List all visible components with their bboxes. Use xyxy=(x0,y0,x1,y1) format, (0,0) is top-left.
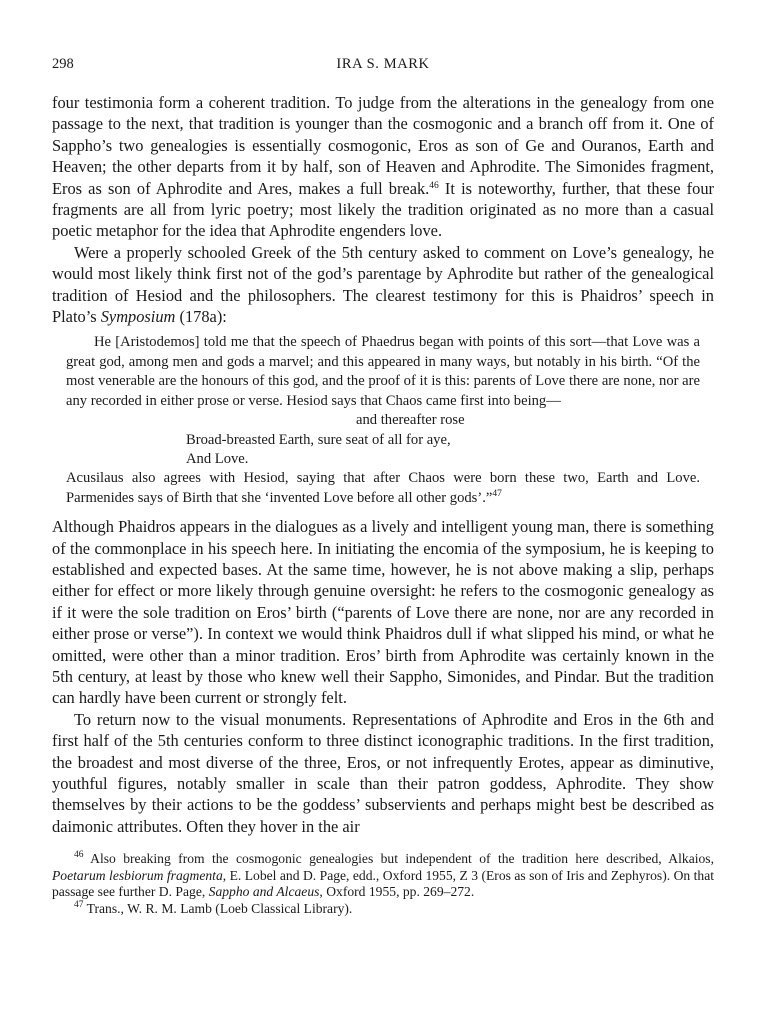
paragraph-1 xyxy=(52,92,714,242)
quote-after-text: Acusilaus also agrees with Hesiod, saying that after Chaos were born these two, Earth and Love. Parmenides says of Birth that she ‘invented Love before all other gods’.” xyxy=(66,470,700,506)
footnote-ref-46: 46 xyxy=(429,180,439,191)
page xyxy=(52,56,714,918)
footnote-ref-47: 47 xyxy=(492,488,502,499)
footnote-47-text: Trans., W. R. M. Lamb (Loeb Classical Library). xyxy=(83,901,353,916)
page-header xyxy=(52,56,714,78)
paragraph-2-text-b: (178a): xyxy=(175,307,227,327)
footnote-46-number: 46 xyxy=(74,850,84,861)
paragraph-3: Although Phaidros appears in the dialogues as a lively and intelligent young man, there is something of the commonplace in his speech here. In initiating the encomia of the symposium, he is keeping to established and expected bases. At the same time, however, he is not above making a slip, perhaps either for effect or more likely through genuine oversight: he refers to the cosmogonic genealogy as if it were the sole tradition on Eros’ birth (“parents of Love there are none, nor are any recorded in either prose or verse”). In context we would think Phaidros dull if what slipped his mind, or what he omitted, were other than a minor tradition. Eros’ birth from Aphrodite was certainly known in the 5th century, at least by those who knew well their Sappho, Simonides, and Pindar. But the tradition can hardly have been current or strongly felt. xyxy=(52,517,714,708)
footnote-47-number: 47 xyxy=(74,900,84,910)
page-number: 298 xyxy=(52,56,74,72)
footnote-46-text-c: , Oxford 1955, pp. 269–272. xyxy=(319,884,475,900)
paragraph-2-text-a: Were a properly schooled Greek of the 5th century asked to comment on Love’s genealogy, he would most likely think first not of the god’s parentage by Aphrodite but rather of the genealogical tradition of Hesiod and the philosophers. The clearest testimony for this is Phaidros’ speech in Plato’s xyxy=(52,242,714,327)
paragraph-2 xyxy=(52,242,714,328)
body-text xyxy=(52,92,714,837)
footnote-47 xyxy=(52,901,714,918)
verse-line-3: And Love. xyxy=(186,450,249,467)
verse-line-1: and thereafter rose xyxy=(356,412,465,429)
verse-line-2: Broad-breasted Earth, sure seat of all for aye, xyxy=(186,431,451,448)
paragraph-1-text-b: It is noteworthy, further, that these four fragments are all from lyric poetry; most likely the tradition originated as no more than a casual poetic metaphor for the idea that Aphrodite engenders love. xyxy=(52,178,714,241)
quote-intro: He [Aristodemos] told me that the speech of Phaedrus began with points of this sort—that Love was a great god, among men and gods a marvel; and this appeared in many ways, but notably in his birth. “Of the most venerable are the honours of this god, and the proof of it is this: parents of Love there are none, nor are any recorded in either prose or verse. Hesiod says that Chaos came first into being— xyxy=(66,334,700,409)
paragraph-1-text-a: four testimonia form a coherent tradition. To judge from the alterations in the genealogy from one passage to the next, that tradition is younger than the cosmogonic and a branch off from it. One of Sappho’s two genealogies is essentially cosmogonic, Eros as son of Ge and Ouranos, Earth and Heaven; the other departs from it by half, son of Heaven and Aphrodite. The Simonides fragment, Eros as son of Aphrodite and Ares, makes a full break. xyxy=(52,93,714,198)
running-head: IRA S. MARK xyxy=(336,56,430,72)
quote-after xyxy=(66,469,700,508)
footnote-46 xyxy=(52,851,714,901)
paragraph-4: To return now to the visual monuments. Representations of Aphrodite and Eros in the 6th and first half of the 5th centuries conform to three distinct iconographic traditions. In the first tradition, the broadest and most diverse of the three, Eros, or not infrequently Erotes, appear as diminutive, youthful figures, notably smaller in scale than their patron goddess, Aphrodite. They show themselves by their actions to be the goddess’ subservients and perhaps might best be described as daimonic attributes. Often they hover in the air xyxy=(52,709,714,836)
footnote-46-title-1: Poetarum lesbiorum fragmenta xyxy=(52,867,223,883)
block-quote xyxy=(66,333,700,508)
work-title-symposium: Symposium xyxy=(100,307,176,327)
footnote-46-title-2: Sappho and Alcaeus xyxy=(208,884,320,900)
footnote-46-text-b: , E. Lobel and D. Page, edd., Oxford 1955, Z 3 (Eros as son of Iris and Zephyros). On that passage see further D. Page, xyxy=(52,867,715,900)
footnote-46-text-a: Also breaking from the cosmogonic genealogies but independent of the tradition here described, Alkaios, xyxy=(83,851,714,867)
footnotes xyxy=(52,851,714,917)
